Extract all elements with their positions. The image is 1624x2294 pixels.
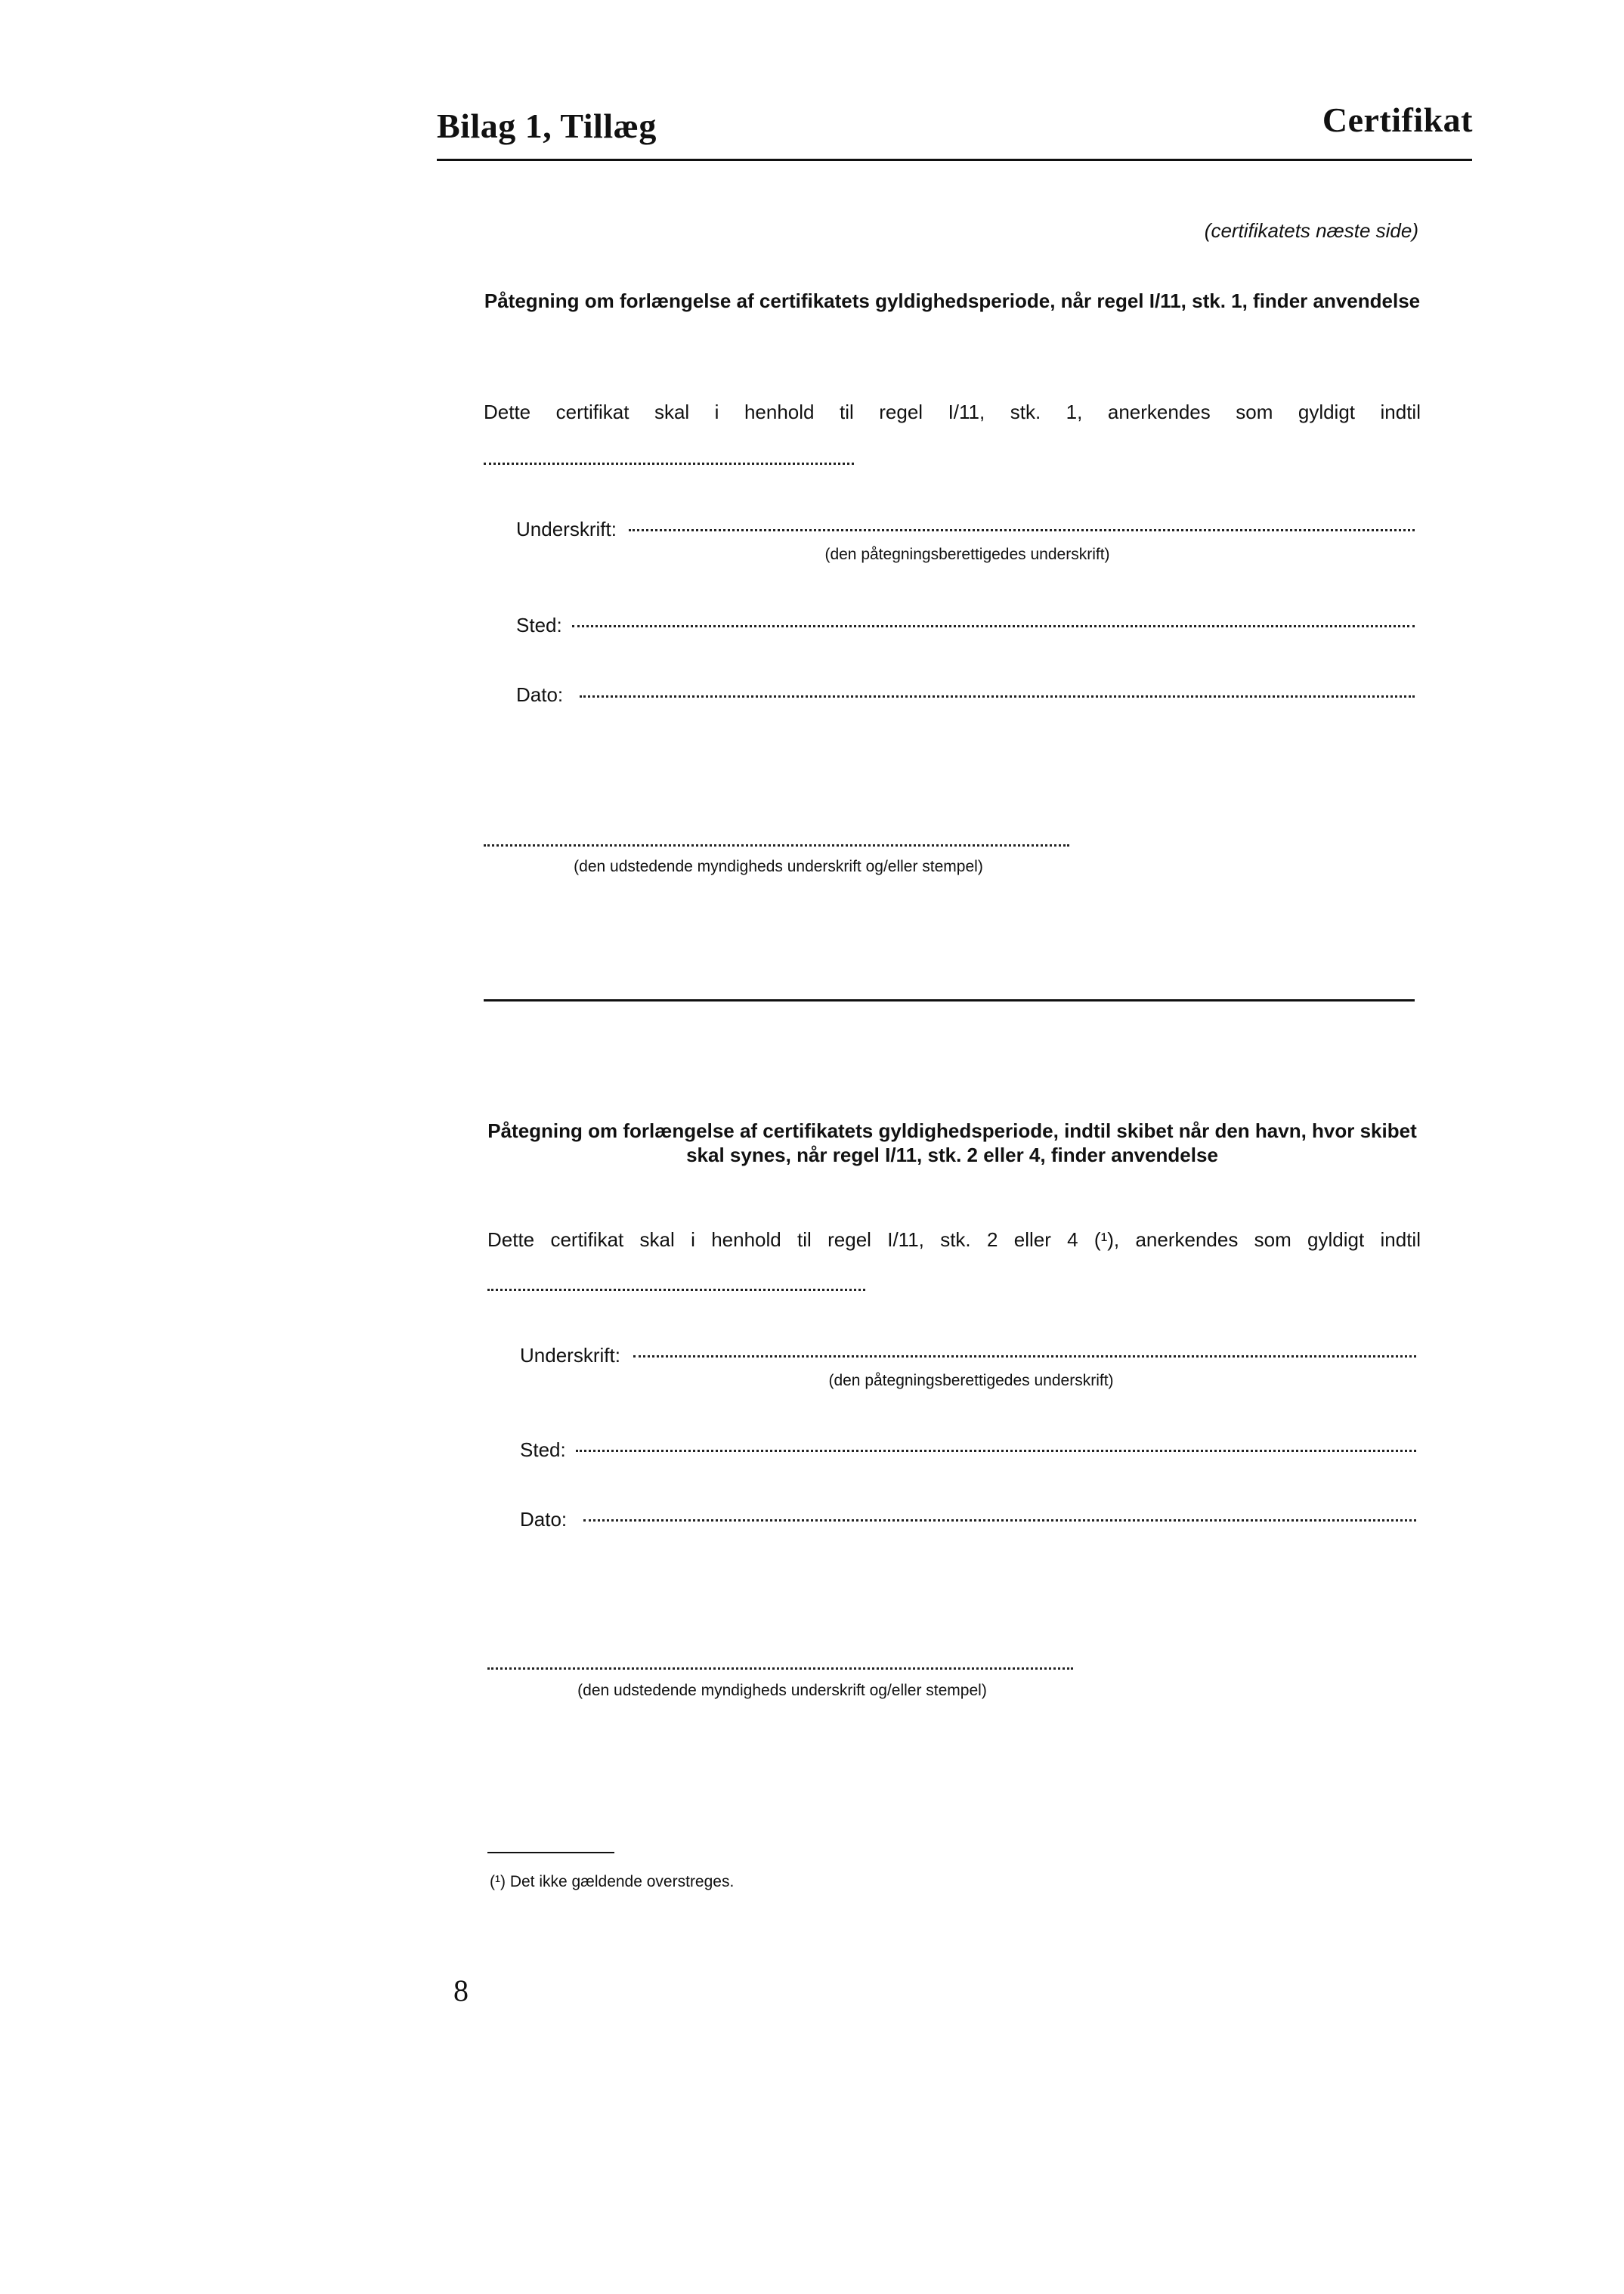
section-1-title: Påtegning om forlængelse af certifikatets gyldighedsperiode, når regel I/11, stk. 1, finder anvendelse xyxy=(484,289,1421,312)
valid-until-field[interactable] xyxy=(484,463,854,465)
date-label: Dato: xyxy=(520,1508,568,1531)
place-field[interactable] xyxy=(576,1450,1416,1452)
section-2-statement: Dette certifikat skal i henhold til regel I/11, stk. 2 eller 4 (¹), anerkendes som gyldigt indtil xyxy=(487,1228,1421,1251)
place-label: Sted: xyxy=(520,1438,566,1461)
authority-caption: (den udstedende myndigheds underskrift og/eller stempel) xyxy=(577,1682,987,1699)
authority-caption: (den udstedende myndigheds underskrift og/eller stempel) xyxy=(574,858,983,875)
signature-label: Underskrift: xyxy=(520,1344,620,1367)
date-field[interactable] xyxy=(583,1519,1416,1522)
authority-signature-field[interactable] xyxy=(484,844,1069,847)
place-label: Sted: xyxy=(516,614,562,636)
header-left: Bilag 1, Tillæg xyxy=(437,107,657,145)
header-rule xyxy=(437,159,1472,161)
section-2-title: Påtegning om forlængelse af certifikatets gyldighedsperiode, indtil skibet når den havn, hvor skibet skal synes, når regel I/11, stk. 2 eller 4, finder anvendelse xyxy=(487,1119,1417,1166)
date-label: Dato: xyxy=(516,683,564,706)
date-field[interactable] xyxy=(580,695,1415,698)
footnote-rule xyxy=(487,1852,614,1853)
section-divider xyxy=(484,999,1415,1001)
header-right: Certifikat xyxy=(1322,101,1473,139)
continued-note: (certifikatets næste side) xyxy=(1204,219,1418,242)
valid-until-field[interactable] xyxy=(487,1289,865,1291)
place-field[interactable] xyxy=(572,625,1415,627)
signature-field[interactable] xyxy=(633,1355,1416,1358)
authority-signature-field[interactable] xyxy=(487,1667,1073,1670)
signature-caption: (den påtegningsberettigedes underskrift) xyxy=(828,1372,1114,1389)
section-1-statement: Dette certifikat skal i henhold til regel I/11, stk. 1, anerkendes som gyldigt indtil xyxy=(484,401,1421,423)
signature-caption: (den påtegningsberettigedes underskrift) xyxy=(824,546,1110,563)
signature-field[interactable] xyxy=(629,529,1415,531)
signature-label: Underskrift: xyxy=(516,518,617,540)
footnote: (¹) Det ikke gældende overstreges. xyxy=(490,1873,735,1890)
page-number: 8 xyxy=(453,1974,469,2008)
